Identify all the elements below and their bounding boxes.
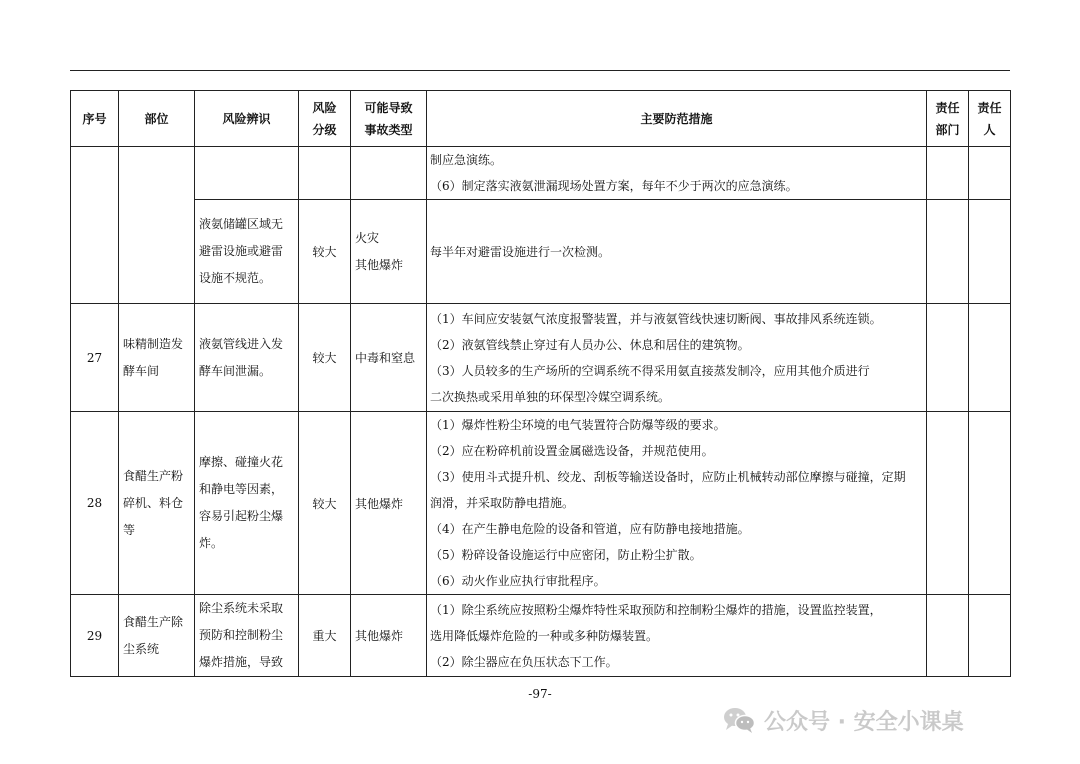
table-row: [71, 412, 1011, 595]
header-accident-type: 可能导致 事故类型: [351, 91, 427, 147]
cell-measures: （1）车间应安装氨气浓度报警装置，并与液氨管线快速切断阀、事故排风系统连锁。 （2）液氨管线禁止穿过有人员办公、休息和居住的建筑物。 （3）人员较多的生产场所的空调系统不得采用氨直接蒸发制冷，应用其他介质进行 二次换热或采用单独的环保型冷媒空调系统。: [427, 304, 927, 412]
cell-dept: [927, 147, 969, 200]
table-row: [71, 147, 1011, 200]
cell-dept: [927, 595, 969, 677]
table-row: [71, 304, 1011, 412]
table-row: [71, 200, 1011, 304]
header-measures: 主要防范措施: [427, 91, 927, 147]
cell-seq: [71, 147, 119, 304]
header-location: 部位: [119, 91, 195, 147]
cell-seq: 29: [71, 595, 119, 677]
cell-level: [299, 147, 351, 200]
cell-risk: 液氨储罐区域无避雷设施或避雷设施不规范。: [195, 200, 299, 304]
cell-measures: 制应急演练。 （6）制定落实液氨泄漏现场处置方案，每年不少于两次的应急演练。: [427, 147, 927, 200]
cell-person: [969, 304, 1011, 412]
cell-location: 食醋生产粉碎机、料仓等: [119, 412, 195, 595]
cell-level: 较大: [299, 304, 351, 412]
watermark-text: 公众号 · 安全小课桌: [764, 709, 964, 735]
header-risk-level: 风险 分级: [299, 91, 351, 147]
cell-measures: （1）除尘系统应按照粉尘爆炸特性采取预防和控制粉尘爆炸的措施，设置监控装置， 选用降低爆炸危险的一种或多种防爆装置。 （2）除尘器应在负压状态下工作。: [427, 595, 927, 677]
cell-risk: 摩擦、碰撞火花和静电等因素，容易引起粉尘爆炸。: [195, 412, 299, 595]
cell-dept: [927, 200, 969, 304]
header-responsible-dept: 责任 部门: [927, 91, 969, 147]
cell-measures: （1）爆炸性粉尘环境的电气装置符合防爆等级的要求。 （2）应在粉碎机前设置金属磁选设备，并规范使用。 （3）使用斗式提升机、绞龙、刮板等输送设备时，应防止机械转动部位摩擦与碰撞，定期 润滑，并采取防静电措施。 （4）在产生静电危险的设备和管道，应有防静电接地措施。 （5）粉碎设备设施运行中应密闭，防止粉尘扩散。 （6）动火作业应执行审批程序。: [427, 412, 927, 595]
cell-person: [969, 595, 1011, 677]
cell-level: 重大: [299, 595, 351, 677]
cell-location: 味精制造发酵车间: [119, 304, 195, 412]
cell-person: [969, 200, 1011, 304]
cell-accident: 火灾 其他爆炸: [351, 200, 427, 304]
cell-accident: 其他爆炸: [351, 595, 427, 677]
risk-table: [70, 90, 1011, 677]
cell-location: [119, 147, 195, 304]
cell-dept: [927, 304, 969, 412]
cell-seq: 28: [71, 412, 119, 595]
cell-measures: 每半年对避雷设施进行一次检测。: [427, 200, 927, 304]
wechat-icon: [722, 706, 756, 734]
watermark: [722, 700, 964, 740]
page-number: -97-: [528, 687, 552, 701]
cell-risk: 液氨管线进入发酵车间泄漏。: [195, 304, 299, 412]
header-risk-identification: 风险辨识: [195, 91, 299, 147]
cell-risk: [195, 147, 299, 200]
cell-dept: [927, 412, 969, 595]
header-rule: [70, 70, 1010, 71]
cell-accident: 中毒和窒息: [351, 304, 427, 412]
cell-person: [969, 147, 1011, 200]
table-row: [71, 595, 1011, 677]
header-responsible-person: 责任 人: [969, 91, 1011, 147]
cell-accident: [351, 147, 427, 200]
cell-accident: 其他爆炸: [351, 412, 427, 595]
cell-risk: 除尘系统未采取预防和控制粉尘爆炸措施，导致: [195, 595, 299, 677]
cell-level: 较大: [299, 200, 351, 304]
cell-level: 较大: [299, 412, 351, 595]
table-header-row: [71, 91, 1011, 147]
cell-location: 食醋生产除尘系统: [119, 595, 195, 677]
header-seq: 序号: [71, 91, 119, 147]
cell-seq: 27: [71, 304, 119, 412]
cell-person: [969, 412, 1011, 595]
